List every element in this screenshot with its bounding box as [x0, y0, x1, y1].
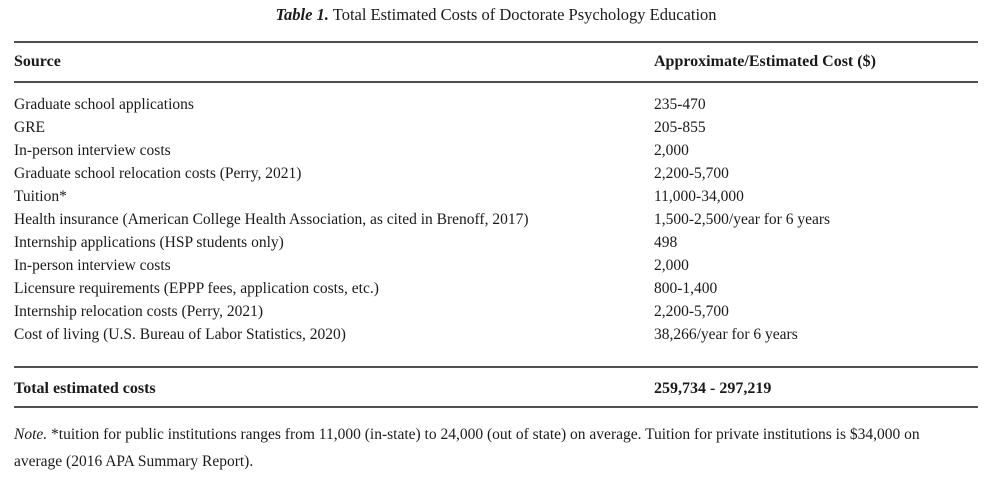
cell-cost: 205-855 — [654, 119, 706, 136]
cell-cost: 2,000 — [654, 257, 689, 274]
cell-source: Cost of living (U.S. Bureau of Labor Statistics, 2020) — [14, 326, 346, 343]
cell-cost: 2,200-5,700 — [654, 165, 729, 182]
table-header-row — [14, 50, 978, 74]
table-row — [14, 116, 978, 139]
table-row — [14, 185, 978, 208]
table-caption-text: Total Estimated Costs of Doctorate Psychology Education — [328, 5, 717, 24]
cell-source: Tuition* — [14, 188, 67, 205]
table-row — [14, 254, 978, 277]
column-header-cost: Approximate/Estimated Cost ($) — [654, 53, 876, 70]
cell-source: Licensure requirements (EPPP fees, application costs, etc.) — [14, 280, 379, 297]
cell-cost: 1,500-2,500/year for 6 years — [654, 211, 831, 228]
cell-source: GRE — [14, 119, 45, 136]
table-row — [14, 208, 978, 231]
table-rule-bottom — [14, 406, 978, 408]
table-note — [14, 421, 944, 475]
cell-source: Health insurance (American College Health Association, as cited in Brenoff, 2017) — [14, 211, 529, 228]
table-row — [14, 300, 978, 323]
table-row — [14, 231, 978, 254]
total-value: 259,734 - 297,219 — [654, 380, 772, 397]
table-rule-header — [14, 81, 978, 83]
cell-cost: 11,000-34,000 — [654, 188, 744, 205]
cell-source: Internship relocation costs (Perry, 2021) — [14, 303, 264, 320]
cell-source: Internship applications (HSP students only) — [14, 234, 284, 251]
cell-cost: 38,266/year for 6 years — [654, 326, 798, 343]
total-label: Total estimated costs — [14, 380, 156, 397]
table-caption-label: Table 1. — [275, 5, 329, 24]
column-header-source: Source — [14, 53, 61, 70]
cell-cost: 2,200-5,700 — [654, 303, 729, 320]
table-rule-above-total — [14, 366, 978, 368]
cell-cost: 498 — [654, 234, 678, 251]
table-note-label: Note. — [14, 426, 48, 443]
cell-source: In-person interview costs — [14, 142, 171, 159]
table-total-row — [14, 377, 978, 401]
table-row — [14, 162, 978, 185]
cell-source: In-person interview costs — [14, 257, 171, 274]
table-row — [14, 277, 978, 300]
cell-cost: 2,000 — [654, 142, 689, 159]
table-rule-top — [14, 41, 978, 43]
cell-cost: 235-470 — [654, 96, 706, 113]
table-row — [14, 139, 978, 162]
cell-source: Graduate school applications — [14, 96, 194, 113]
cell-source: Graduate school relocation costs (Perry, 2021) — [14, 165, 302, 182]
table-caption — [14, 4, 978, 26]
table-row — [14, 323, 978, 346]
table-note-text: *tuition for public institutions ranges from 11,000 (in-state) to 24,000 (out of state) on average. Tuition for private institutions is $34,000 on average (2016 APA Summary Report). — [14, 426, 920, 470]
table-row — [14, 93, 978, 116]
cell-cost: 800-1,400 — [654, 280, 718, 297]
